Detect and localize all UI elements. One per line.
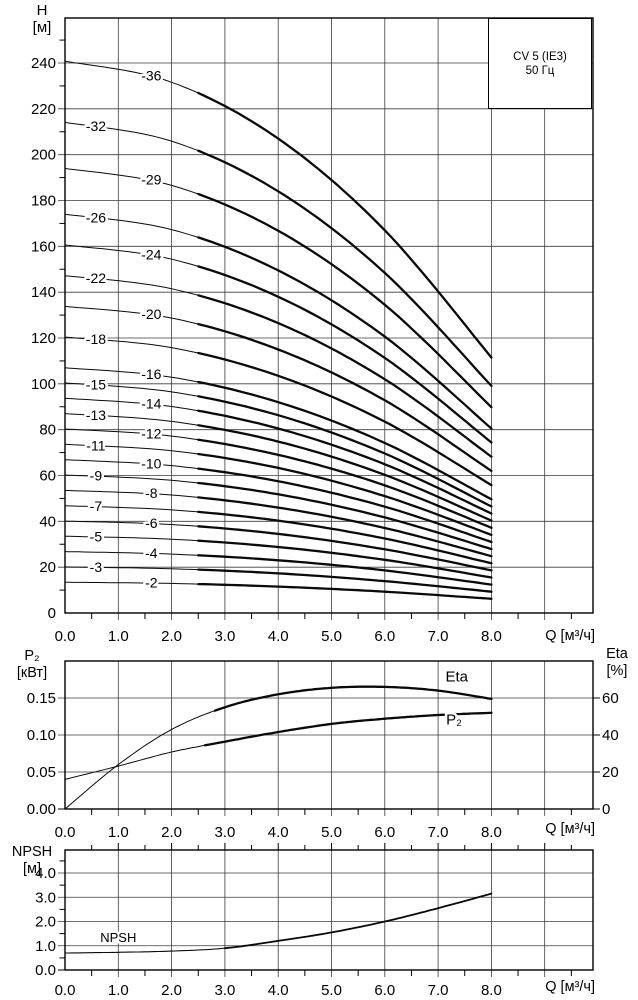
x-tick-label: 3.0 (214, 824, 236, 841)
npsh-axis-title-line2: [м] (22, 861, 42, 877)
x-tick-label: 4.0 (267, 824, 289, 841)
y-tick-label: 40 (39, 513, 56, 531)
q-unit-label-middle: Q [м³/ч] (545, 821, 595, 837)
curve-label--4: -4 (145, 544, 158, 561)
x-tick-label: 7.0 (427, 628, 449, 645)
curve-label--24: -24 (141, 246, 162, 263)
x-tick-label: 4.0 (267, 982, 289, 999)
curve-npsh-bold (225, 894, 492, 949)
x-tick-label: 1.0 (107, 824, 129, 841)
y-tick-label-right: 60 (602, 690, 619, 707)
curve--11-bold (198, 454, 491, 535)
pump-type-name: CV 5 (IE3) (513, 50, 567, 63)
curve-label--12: -12 (141, 425, 162, 442)
x-tick-label: 4.0 (267, 628, 289, 645)
y-tick-label-left: 0.00 (26, 801, 56, 818)
y-tick-label: 240 (30, 55, 56, 72)
y-tick-label: 180 (30, 192, 56, 210)
x-tick-label: 6.0 (374, 824, 396, 841)
y-tick-label: 20 (39, 559, 56, 577)
x-tick-label: 5.0 (321, 824, 342, 841)
y-tick-label-right: 0 (602, 801, 611, 818)
curve--15-bold (198, 396, 491, 506)
y-tick-label: 3.0 (35, 889, 56, 907)
curve-label-npsh: NPSH (100, 930, 137, 945)
curve--3-bold (198, 570, 491, 592)
x-tick-label: 5.0 (321, 628, 342, 645)
curve-label--11: -11 (86, 437, 106, 454)
x-tick-label: 7.0 (427, 824, 449, 841)
y-tick-label: 120 (30, 330, 56, 347)
y-tick-label-left: 0.15 (26, 690, 56, 707)
curve-label--8: -8 (145, 485, 158, 502)
npsh-axis-title-line1: NPSH (11, 844, 53, 860)
y-tick-label-left: 0.10 (26, 727, 56, 744)
y-tick-label-right: 20 (602, 764, 619, 781)
npsh-axis-title (2, 844, 62, 878)
pump-type-info-box (488, 18, 592, 109)
curve-eta-bold (215, 687, 492, 711)
eta-axis-title (596, 646, 638, 680)
curve--32-bold (198, 151, 491, 386)
curve--6-bold (198, 526, 491, 570)
x-tick-label: 0.0 (54, 982, 76, 999)
curve-label-p2: P₂ (446, 711, 463, 729)
curve-label--6: -6 (145, 514, 158, 531)
y-tick-label-right: 40 (602, 727, 619, 744)
curve-label--16: -16 (141, 365, 162, 382)
y-tick-label: 80 (39, 421, 56, 439)
x-tick-label: 6.0 (374, 982, 396, 999)
y-tick-label: 160 (30, 238, 56, 256)
x-tick-label: 2.0 (161, 628, 183, 645)
x-tick-label: 7.0 (427, 982, 449, 999)
eta-axis-title-line1: Eta (606, 646, 628, 662)
pump-frequency: 50 Гц (525, 64, 555, 77)
curve-label--7: -7 (89, 498, 103, 515)
h-axis-title-line1: H (36, 2, 48, 19)
x-tick-label: 2.0 (161, 982, 183, 999)
curve--29-bold (198, 194, 491, 407)
y-tick-label: 100 (30, 375, 56, 393)
curve-label--3: -3 (89, 558, 103, 575)
curve-label--14: -14 (141, 395, 162, 412)
curve-label--10: -10 (141, 455, 162, 472)
eta-axis-title-line2: [%] (606, 663, 628, 679)
p2-axis-title-line2: [кВт] (16, 665, 48, 681)
x-tick-label: 8.0 (480, 628, 502, 645)
y-tick-label: 2.0 (35, 913, 56, 931)
y-tick-label: 140 (30, 284, 56, 302)
y-tick-label: 0 (47, 605, 56, 622)
y-tick-label: 60 (39, 467, 56, 485)
curve-label--9: -9 (89, 467, 103, 484)
curve-label--26: -26 (85, 209, 107, 226)
curve-label--29: -29 (141, 171, 162, 188)
curve-label--15: -15 (85, 376, 107, 393)
x-tick-label: 1.0 (107, 982, 129, 999)
x-tick-label: 3.0 (214, 982, 236, 999)
h-axis-title-line2: [м] (32, 19, 52, 36)
curve-label--2: -2 (145, 574, 158, 591)
x-tick-label: 8.0 (480, 982, 502, 999)
y-tick-label: 0.0 (35, 962, 56, 979)
curve-label-eta: Eta (445, 668, 469, 686)
curve-label--18: -18 (85, 330, 107, 347)
x-tick-label: 0.0 (54, 824, 76, 841)
p2-axis-title-line1: P₂ (24, 648, 40, 664)
curve-label--20: -20 (141, 305, 162, 322)
curve-label--22: -22 (85, 270, 107, 287)
curve-label--32: -32 (85, 118, 107, 135)
y-tick-label: 200 (30, 146, 56, 164)
y-tick-label: 1.0 (35, 937, 56, 955)
x-tick-label: 8.0 (480, 824, 502, 841)
x-tick-label: 0.0 (54, 628, 76, 645)
y-tick-label: 220 (30, 100, 56, 118)
curve-label--36: -36 (141, 67, 162, 84)
x-tick-label: 3.0 (214, 628, 236, 645)
q-unit-label-bottom: Q [м³/ч] (545, 979, 595, 995)
y-tick-label-left: 0.05 (26, 764, 56, 781)
x-tick-label: 6.0 (374, 628, 396, 645)
x-tick-label: 2.0 (161, 824, 183, 841)
y-tick-label: 4.0 (35, 865, 56, 883)
curve-label--13: -13 (85, 406, 107, 423)
x-tick-label: 5.0 (321, 982, 342, 999)
curve-label--5: -5 (89, 528, 103, 545)
q-unit-label-top: Q [м³/ч] (545, 628, 595, 644)
h-axis-title (24, 2, 60, 36)
x-tick-label: 1.0 (107, 628, 129, 645)
p2-axis-title (6, 648, 58, 682)
curve--36-bold (198, 93, 491, 358)
